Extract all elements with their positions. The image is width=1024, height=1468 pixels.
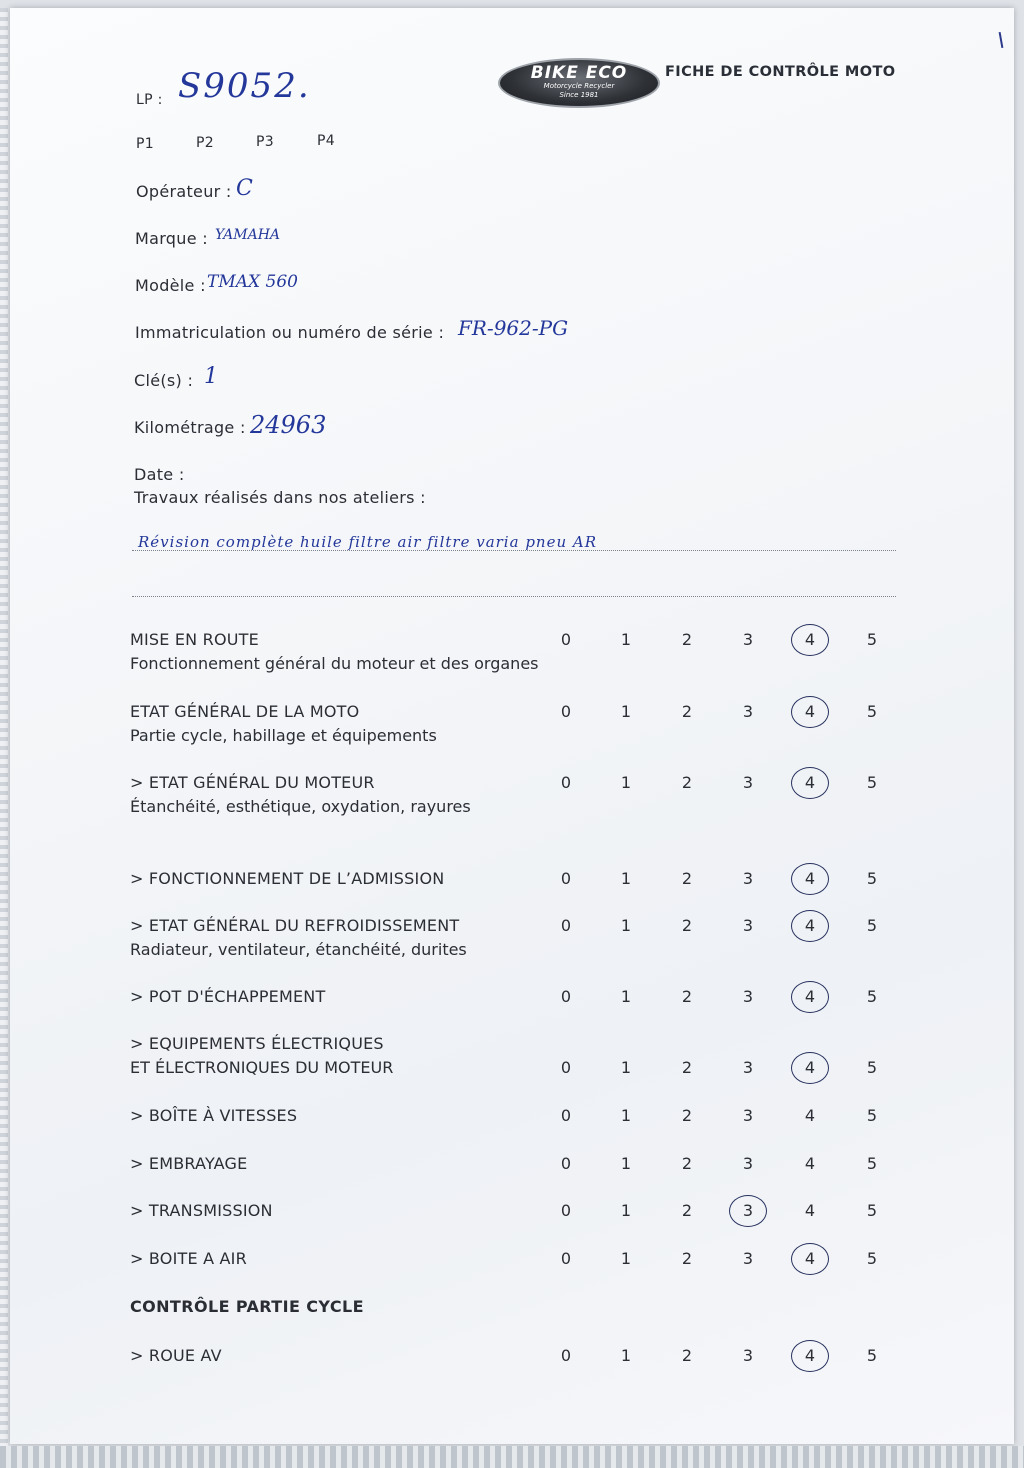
form-title: FICHE DE CONTRÔLE MOTO — [665, 64, 896, 80]
logo-since: Since 1981 — [559, 91, 599, 99]
score-option-4[interactable]: 4 — [804, 1058, 816, 1077]
score-option-5[interactable]: 5 — [866, 1201, 878, 1220]
score-option-5[interactable]: 5 — [866, 916, 878, 935]
score-option-1[interactable]: 1 — [620, 773, 632, 792]
rating-row-title: > ETAT GÉNÉRAL DU REFROIDISSEMENT — [130, 916, 460, 935]
score-option-5[interactable]: 5 — [866, 1058, 878, 1077]
score-option-3[interactable]: 3 — [742, 1249, 754, 1268]
score-option-2[interactable]: 2 — [681, 1249, 693, 1268]
score-option-5[interactable]: 5 — [866, 1154, 878, 1173]
selected-score-circle — [791, 696, 829, 728]
rating-row-title: > ROUE AV — [130, 1346, 222, 1365]
immatriculation-label: Immatriculation ou numéro de série : — [135, 323, 445, 342]
rating-row-title: > POT D'ÉCHAPPEMENT — [130, 987, 326, 1006]
score-option-3[interactable]: 3 — [742, 987, 754, 1006]
rating-row-subtitle: Radiateur, ventilateur, étanchéité, durites — [130, 940, 467, 959]
score-option-1[interactable]: 1 — [620, 1249, 632, 1268]
p4-label: P4 — [317, 133, 335, 149]
rating-row-title: > EMBRAYAGE — [130, 1154, 248, 1173]
score-option-4[interactable]: 4 — [804, 1106, 816, 1125]
modele-label: Modèle : — [135, 276, 206, 295]
score-option-5[interactable]: 5 — [866, 1346, 878, 1365]
score-option-3[interactable]: 3 — [742, 1106, 754, 1125]
score-option-2[interactable]: 2 — [681, 869, 693, 888]
rating-row-subtitle: Étanchéité, esthétique, oxydation, rayures — [130, 797, 471, 816]
score-option-4[interactable]: 4 — [804, 987, 816, 1006]
score-option-4[interactable]: 4 — [804, 869, 816, 888]
score-option-2[interactable]: 2 — [681, 1106, 693, 1125]
score-option-0[interactable]: 0 — [560, 1346, 572, 1365]
sheet-protector-edge — [0, 1446, 1024, 1468]
modele-value: TMAX 560 — [207, 272, 298, 292]
score-option-1[interactable]: 1 — [620, 702, 632, 721]
lp-label: LP : — [136, 92, 163, 108]
travaux-value: Révision complète huile filtre air filtre varia pneu AR — [138, 533, 598, 551]
score-option-0[interactable]: 0 — [560, 1058, 572, 1077]
score-option-3[interactable]: 3 — [742, 1346, 754, 1365]
score-option-1[interactable]: 1 — [620, 869, 632, 888]
score-option-4[interactable]: 4 — [804, 1154, 816, 1173]
score-option-4[interactable]: 4 — [804, 916, 816, 935]
score-option-5[interactable]: 5 — [866, 773, 878, 792]
immatriculation-value: FR-962-PG — [458, 316, 569, 340]
score-option-0[interactable]: 0 — [560, 1154, 572, 1173]
score-option-3[interactable]: 3 — [742, 916, 754, 935]
cles-value: 1 — [204, 364, 218, 389]
cles-label: Clé(s) : — [134, 371, 194, 390]
score-option-3[interactable]: 3 — [742, 869, 754, 888]
score-option-5[interactable]: 5 — [866, 987, 878, 1006]
score-option-1[interactable]: 1 — [620, 1154, 632, 1173]
score-option-2[interactable]: 2 — [681, 1201, 693, 1220]
logo-text: BIKE ECO — [530, 63, 628, 83]
score-option-5[interactable]: 5 — [866, 702, 878, 721]
score-option-2[interactable]: 2 — [681, 1058, 693, 1077]
bike-eco-logo — [498, 58, 660, 108]
score-option-3[interactable]: 3 — [742, 773, 754, 792]
selected-score-circle — [729, 1195, 767, 1227]
selected-score-circle — [791, 624, 829, 656]
sheet-protector-perforation — [0, 8, 8, 1448]
score-option-3[interactable]: 3 — [742, 1154, 754, 1173]
score-option-3[interactable]: 3 — [742, 702, 754, 721]
travaux-label: Travaux réalisés dans nos ateliers : — [134, 488, 426, 507]
score-option-5[interactable]: 5 — [866, 630, 878, 649]
selected-score-circle — [791, 1243, 829, 1275]
selected-score-circle — [791, 767, 829, 799]
score-option-4[interactable]: 4 — [804, 1201, 816, 1220]
lp-value: S9052. — [178, 66, 311, 106]
score-option-0[interactable]: 0 — [560, 773, 572, 792]
score-option-1[interactable]: 1 — [620, 916, 632, 935]
rating-row-title: ETAT GÉNÉRAL DE LA MOTO — [130, 702, 360, 721]
selected-score-circle — [791, 910, 829, 942]
selected-score-circle — [791, 981, 829, 1013]
rating-row-title: > EQUIPEMENTS ÉLECTRIQUES — [130, 1034, 384, 1053]
score-option-0[interactable]: 0 — [560, 1106, 572, 1125]
logo-subtitle: Motorcycle Recycler — [543, 82, 615, 90]
score-option-2[interactable]: 2 — [681, 630, 693, 649]
score-option-0[interactable]: 0 — [560, 1201, 572, 1220]
rating-row-subtitle: Fonctionnement général du moteur et des organes — [130, 654, 539, 673]
score-option-3[interactable]: 3 — [742, 1058, 754, 1077]
score-option-2[interactable]: 2 — [681, 1346, 693, 1365]
marque-value: YAMAHA — [215, 227, 281, 243]
score-option-2[interactable]: 2 — [681, 773, 693, 792]
score-option-0[interactable]: 0 — [560, 987, 572, 1006]
operateur-value: C — [236, 176, 253, 201]
travaux-dotted-line-1 — [132, 550, 896, 551]
score-option-4[interactable]: 4 — [804, 630, 816, 649]
score-option-2[interactable]: 2 — [681, 1154, 693, 1173]
score-option-5[interactable]: 5 — [866, 869, 878, 888]
score-option-1[interactable]: 1 — [620, 630, 632, 649]
score-option-3[interactable]: 3 — [742, 630, 754, 649]
score-option-2[interactable]: 2 — [681, 702, 693, 721]
travaux-dotted-line-2 — [132, 596, 896, 597]
rating-row-title: > BOÎTE À VITESSES — [130, 1106, 298, 1125]
section-controle-partie-cycle: CONTRÔLE PARTIE CYCLE — [130, 1297, 364, 1316]
selected-score-circle — [791, 1052, 829, 1084]
score-option-3[interactable]: 3 — [742, 1201, 754, 1220]
kilometrage-value: 24963 — [250, 411, 327, 439]
rating-row-title: > FONCTIONNEMENT DE L’ADMISSION — [130, 869, 445, 888]
score-option-1[interactable]: 1 — [620, 1346, 632, 1365]
score-option-0[interactable]: 0 — [560, 916, 572, 935]
score-option-1[interactable]: 1 — [620, 1106, 632, 1125]
rating-row-subtitle: Partie cycle, habillage et équipements — [130, 726, 437, 745]
operateur-label: Opérateur : — [136, 182, 232, 201]
p3-label: P3 — [256, 134, 274, 150]
score-option-4[interactable]: 4 — [804, 773, 816, 792]
selected-score-circle — [791, 1340, 829, 1372]
rating-row-title: > TRANSMISSION — [130, 1201, 273, 1220]
score-option-4[interactable]: 4 — [804, 1346, 816, 1365]
score-option-0[interactable]: 0 — [560, 702, 572, 721]
score-option-1[interactable]: 1 — [620, 1201, 632, 1220]
score-option-0[interactable]: 0 — [560, 869, 572, 888]
rating-row-title: MISE EN ROUTE — [130, 630, 259, 649]
score-option-4[interactable]: 4 — [804, 702, 816, 721]
kilometrage-label: Kilométrage : — [134, 418, 246, 437]
rating-row-title: > ETAT GÉNÉRAL DU MOTEUR — [130, 773, 375, 792]
rating-row-subtitle: ET ÉLECTRONIQUES DU MOTEUR — [130, 1058, 394, 1077]
score-option-1[interactable]: 1 — [620, 1058, 632, 1077]
p1-label: P1 — [136, 136, 154, 152]
rating-row-title: > BOITE A AIR — [130, 1249, 247, 1268]
p2-label: P2 — [196, 135, 214, 151]
date-label: Date : — [134, 465, 185, 484]
marque-label: Marque : — [135, 229, 208, 248]
score-option-1[interactable]: 1 — [620, 987, 632, 1006]
score-option-5[interactable]: 5 — [866, 1249, 878, 1268]
score-option-2[interactable]: 2 — [681, 916, 693, 935]
score-option-0[interactable]: 0 — [560, 630, 572, 649]
score-option-0[interactable]: 0 — [560, 1249, 572, 1268]
score-option-4[interactable]: 4 — [804, 1249, 816, 1268]
score-option-5[interactable]: 5 — [866, 1106, 878, 1125]
score-option-2[interactable]: 2 — [681, 987, 693, 1006]
selected-score-circle — [791, 863, 829, 895]
